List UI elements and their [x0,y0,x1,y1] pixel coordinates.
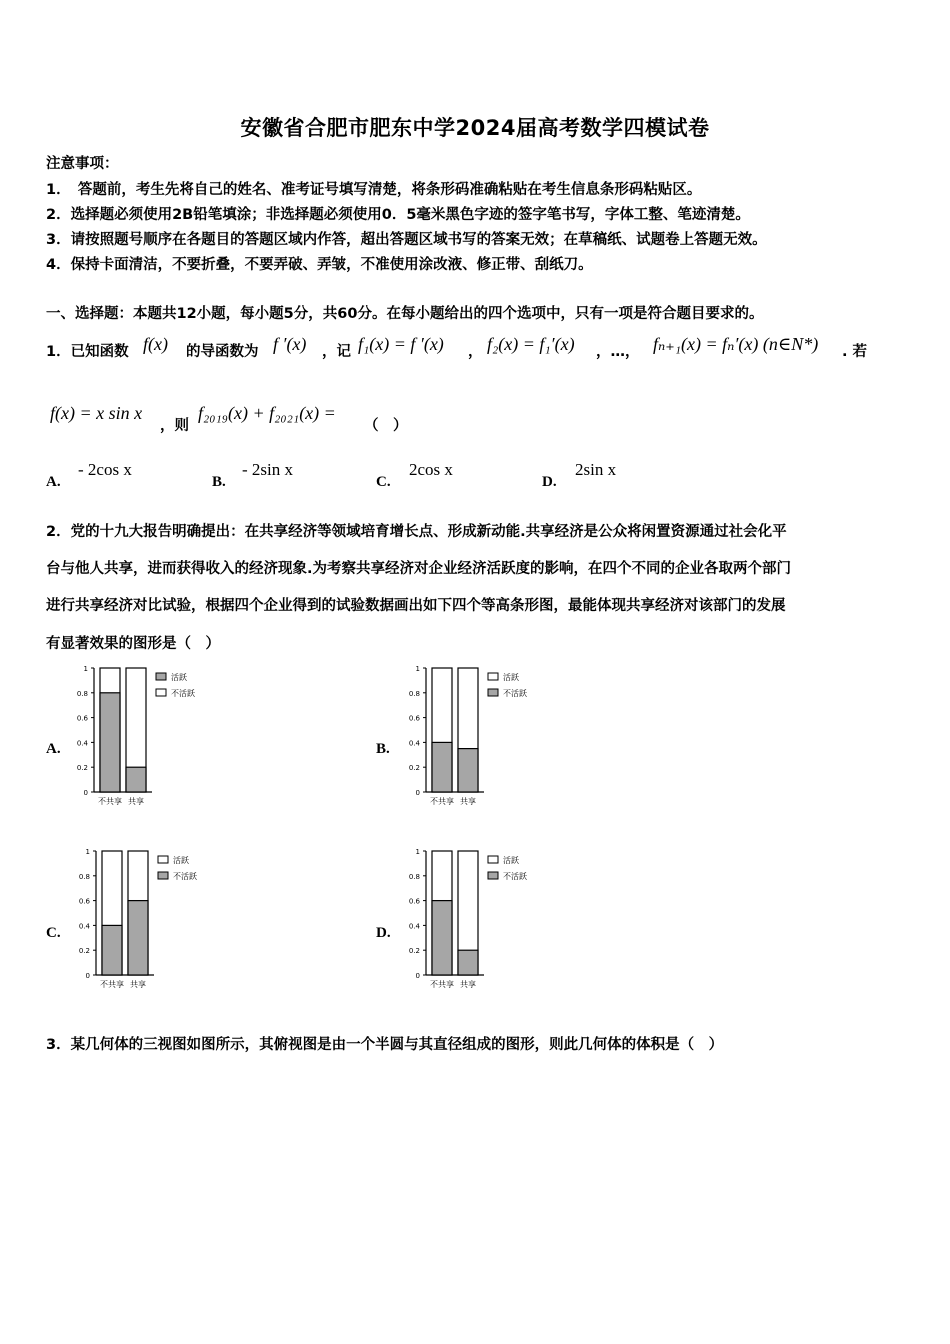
x-category-label: 不共享 [100,980,124,989]
y-tick-label: 0.2 [76,764,88,773]
y-tick-label: 0.8 [78,872,90,881]
bar-shaded-segment [128,901,148,975]
q1-text-1: 1．已知函数 [46,344,129,360]
legend-label: 不活跃 [173,872,197,881]
x-category-label: 不共享 [430,980,454,989]
y-tick-label: 1 [415,665,420,673]
q1-fpx: f ′(x) [273,334,307,354]
q1-text-4: . 若 [842,344,868,360]
legend-label: 不活跃 [503,689,527,698]
q2-line: 进行共享经济对比试验，根据四个企业得到的试验数据画出如下四个等高条形图，最能体现共享经济对该部门的发展 [46,598,786,614]
note-item: 2．选择题必须使用2B铅笔填涂；非选择题必须使用0．5毫米黑色字迹的签字笔书写，字体工整、笔迹清楚。 [46,207,750,223]
q1-given-function: f(x) = x sin x [50,403,143,423]
q3-text: 3．某几何体的三视图如图所示，其俯视图是由一个半圆与其直径组成的图形，则此几何体的体积是（ ） [46,1037,724,1053]
y-tick-label: 0.2 [408,764,420,773]
note-item: 4．保持卡面清洁，不要折叠，不要弄破、弄皱，不准使用涂改液、修正带、刮纸刀。 [46,257,593,273]
chart-b-option: B. [376,741,390,757]
bar-shaded-segment [432,901,452,975]
y-tick-label: 0 [83,789,88,797]
q1-fx: f(x) [143,334,168,354]
choice-a-label: A. [46,474,61,490]
choice-c-expr: 2cos x [409,460,453,479]
chart-c-option: C. [46,925,61,941]
y-tick-label: 0.2 [408,947,420,956]
y-tick-label: 0 [415,972,420,980]
notes-heading: 注意事项： [46,156,119,172]
y-tick-label: 0.6 [76,714,88,723]
x-category-label: 共享 [460,797,476,806]
y-tick-label: 0.8 [408,689,420,698]
note-item: 1． 答题前，考生先将自己的姓名、准考证号填写清楚，将条形码准确粘贴在考生信息条形码粘贴区。 [46,182,702,198]
x-category-label: 共享 [130,980,146,989]
q2-line: 2．党的十九大报告明确提出：在共享经济等领域培育增长点、形成新动能.共享经济是公众将闲置资源通过社会化平 [46,524,787,540]
y-tick-label: 0.4 [78,922,90,931]
legend-label: 活跃 [171,673,187,682]
chart-a-option: A. [46,741,61,757]
bar-shaded-segment [100,693,120,792]
y-tick-label: 1 [415,848,420,856]
choice-a-expr: - 2cos x [78,460,132,479]
bar-chart-b [400,660,540,820]
bar-chart-d [400,843,540,1003]
q2-line: 台与他人共享，进而获得收入的经济现象.为考察共享经济对企业经济活跃度的影响，在四个不同的企业各取两个部门 [46,561,792,577]
bar-chart-c [70,843,210,1003]
q1-answer-blank: （ ） [364,418,408,434]
choice-b-expr: - 2sin x [242,460,293,479]
y-tick-label: 0.8 [408,872,420,881]
q1-f1: f₁(x) = f ′(x) [358,334,444,354]
chart-d-option: D. [376,925,391,941]
legend-swatch [488,689,498,696]
q1-text-3: ，记 [322,344,351,360]
q1-comma-2: ，…， [596,344,640,360]
legend-label: 活跃 [173,856,189,865]
y-tick-label: 0 [85,972,90,980]
y-tick-label: 0.8 [76,689,88,698]
legend-swatch [488,673,498,680]
legend-swatch [488,872,498,879]
y-tick-label: 0.6 [78,897,90,906]
page-title: 安徽省合肥市肥东中学2024届高考数学四模试卷 [240,116,710,140]
x-category-label: 不共享 [98,797,122,806]
y-tick-label: 0.2 [78,947,90,956]
y-tick-label: 0.6 [408,897,420,906]
bar-shaded-segment [432,742,452,792]
y-tick-label: 1 [85,848,90,856]
x-category-label: 共享 [128,797,144,806]
legend-swatch [158,872,168,879]
y-tick-label: 0 [415,789,420,797]
q1-text-2: 的导函数为 [186,344,259,360]
legend-label: 不活跃 [171,689,195,698]
legend-label: 活跃 [503,856,519,865]
legend-swatch [158,856,168,863]
choice-d-label: D. [542,474,557,490]
legend-swatch [488,856,498,863]
legend-label: 不活跃 [503,872,527,881]
x-category-label: 不共享 [430,797,454,806]
q1-comma-1: ， [468,344,483,360]
bar-shaded-segment [126,767,146,792]
y-tick-label: 0.4 [76,739,88,748]
bar-shaded-segment [458,950,478,975]
bar-shaded-segment [458,749,478,792]
bar-shaded-segment [102,925,122,975]
q1-sum-expression: f₂₀₁₉(x) + f₂₀₂₁(x) = [198,403,336,423]
y-tick-label: 1 [83,665,88,673]
legend-swatch [156,689,166,696]
y-tick-label: 0.6 [408,714,420,723]
x-category-label: 共享 [460,980,476,989]
section-heading: 一、选择题：本题共12小题，每小题5分，共60分。在每小题给出的四个选项中，只有一项是符合题目要求的。 [46,306,764,322]
q1-f2: f₂(x) = f₁′(x) [487,334,575,354]
choice-b-label: B. [212,474,226,490]
y-tick-label: 0.4 [408,922,420,931]
q1-fn: fₙ₊₁(x) = fₙ′(x) (n∈N*) [653,334,819,354]
q1-then: ，则 [160,418,189,434]
q2-line: 有显著效果的图形是（ ） [46,636,220,652]
y-tick-label: 0.4 [408,739,420,748]
note-item: 3．请按照题号顺序在各题目的答题区域内作答，超出答题区域书写的答案无效；在草稿纸、试题卷上答题无效。 [46,232,767,248]
choice-c-label: C. [376,474,391,490]
legend-label: 活跃 [503,673,519,682]
legend-swatch [156,673,166,680]
choice-d-expr: 2sin x [575,460,617,479]
bar-chart-a [68,660,208,820]
